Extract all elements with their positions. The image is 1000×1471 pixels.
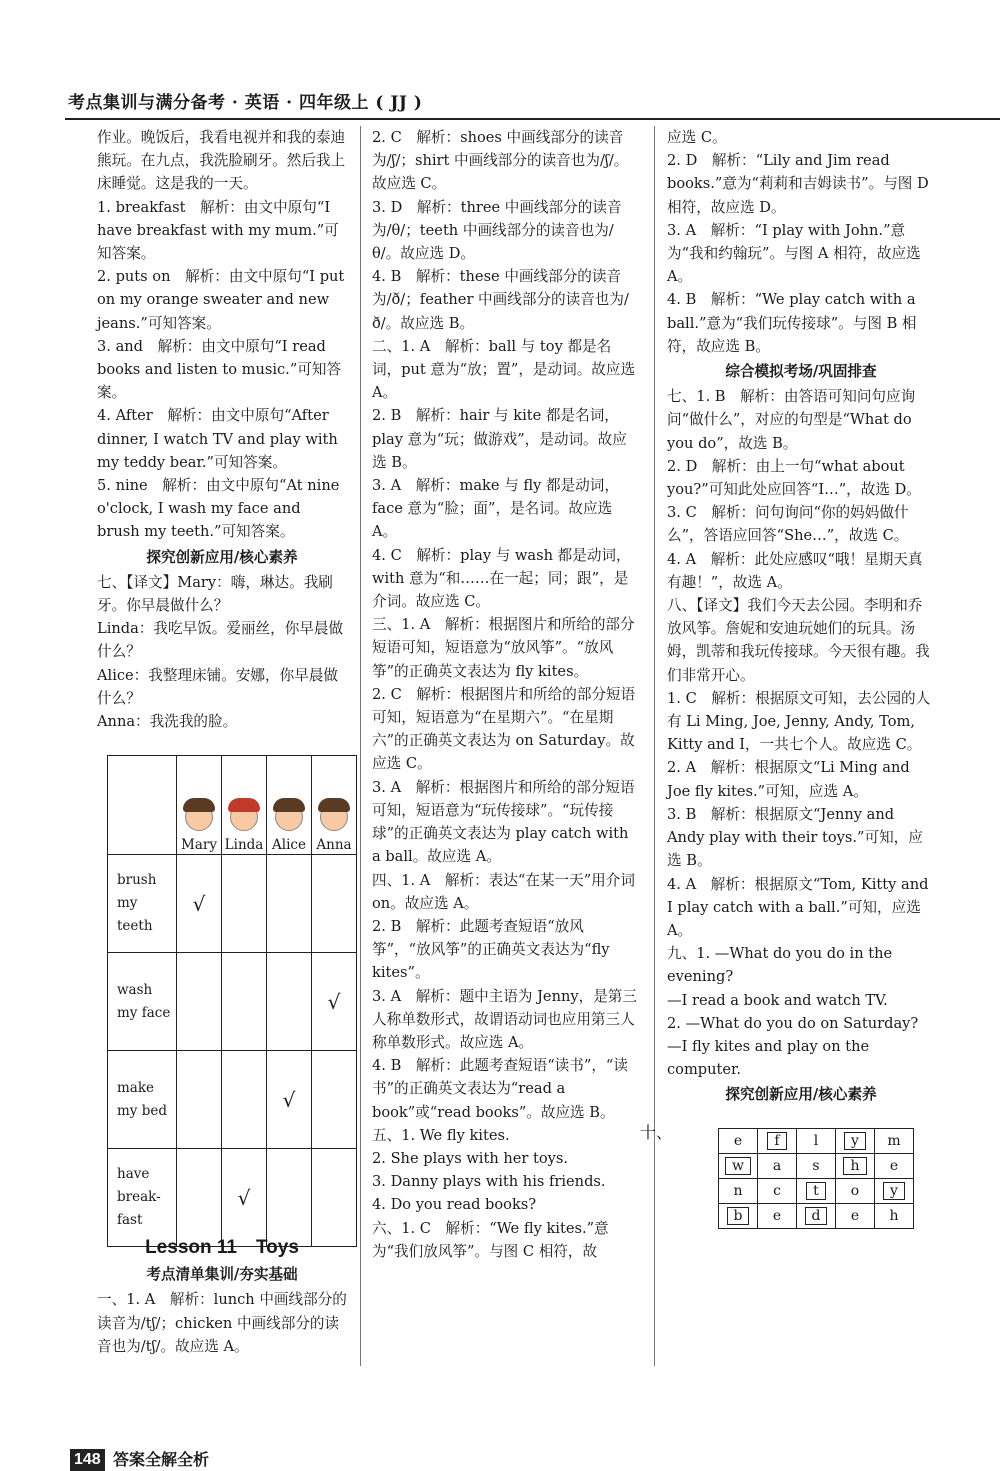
answer-text: 2. D 解析：“Lily and Jim read books.”意为“莉莉和吉姆读书”。与图 D 相符，故应选 D。 (667, 152, 934, 216)
column-2 (372, 126, 640, 1263)
section-heading: 探究创新应用/核心素养 (725, 1086, 877, 1104)
answer-text: 4. After 解析：由文中原句“After dinner, I watch TV and play with my teddy bear.”可知答案。 (97, 407, 343, 471)
answer-text: 四、1. A 解析：表达“在某一天”用介词 on。故应选 A。 (372, 871, 640, 912)
activity-label: wash my face (108, 953, 177, 1051)
answer-text: 3. C 解析：问句询问“你的妈妈做什么”，答语应回答“She…”，故选 C。 (667, 504, 909, 545)
grid-cell: a (758, 1154, 797, 1179)
grid-cell: f (758, 1129, 797, 1154)
word-search-grid (718, 1128, 914, 1229)
grid-cell: d (797, 1204, 836, 1229)
grid-cell: s (797, 1154, 836, 1179)
answer-text: 五、1. We fly kites. (372, 1126, 510, 1144)
footer-label: 答案全解全析 (113, 1450, 210, 1469)
translation-text: 七、【译文】Mary：嗨，琳达。我刷牙。你早晨做什么？ (97, 573, 333, 615)
answer-text: 3. A 解析：make 与 fly 都是动词，face 意为“脸；面”，是名词。故应选 A。 (372, 477, 619, 541)
girl-face-icon (185, 803, 213, 831)
answer-text: 3. B 解析：根据原文“Jenny and Andy play with their toys.”可知，应选 B。 (667, 805, 923, 870)
grid-cell: n (719, 1179, 758, 1204)
answer-text: 4. B 解析：these 中画线部分的读音为/ð/；feather 中画线部分的读音也为/ð/。故应选 B。 (372, 268, 629, 332)
answer-text: 2. B 解析：此题考查短语“放风筝”，“放风筝”的正确英文表达为“fly kites”。 (372, 917, 615, 982)
answer-text: 4. C 解析：play 与 wash 都是动词，with 意为“和……在一起；同；跟”，是介词。故应选 C。 (372, 546, 631, 611)
section-heading: 考点清单集训/夯实基础 (146, 1266, 298, 1284)
answer-text: 2. D 解析：由上一句“what about you?”可知此处应回答“I…”，故选 D。 (667, 457, 921, 499)
answer-text: 3. A 解析：题中主语为 Jenny，是第三人称单数形式，故谓语动词也应用第三人称单数形式。故应选 A。 (372, 987, 637, 1051)
answer-text: 应选 C。 (667, 129, 727, 146)
grid-cell: e (836, 1204, 875, 1229)
dialogue-line: —I read a book and watch TV. (667, 991, 888, 1009)
header-rule (65, 118, 1000, 120)
column-1-bottom (97, 1228, 347, 1358)
grid-cell: e (875, 1154, 914, 1179)
answer-text: 2. puts on 解析：由文中原句“I put on my orange sweater and new jeans.”可知答案。 (97, 268, 349, 332)
answer-text: 1. C 解析：根据原文可知，去公园的人有 Li Ming, Joe, Jenny, Andy, Tom, Kitty and I，一共七个人。故应选 C。 (667, 689, 931, 754)
column-3 (667, 126, 935, 1109)
activity-label: brush my teeth (108, 855, 177, 953)
chore-table (107, 755, 357, 1247)
activity-label: make my bed (108, 1051, 177, 1149)
grid-cell: m (875, 1129, 914, 1154)
name-header: Linda (222, 756, 267, 855)
answer-text: 2. A 解析：根据原文“Li Ming and Joe fly kites.”可知，应选 A。 (667, 759, 915, 800)
translation-text: Linda：我吃早饭。爱丽丝，你早晨做什么？ (97, 620, 344, 661)
table-corner (108, 756, 177, 855)
answer-text: 2. C 解析：shoes 中画线部分的读音为/ʃ/；shirt 中画线部分的读音也为/ʃ/。故应选 C。 (372, 129, 629, 193)
answer-text: 一、1. A 解析：lunch 中画线部分的读音为/tʃ/；chicken 中画线部分的读音也为/tʃ/。故应选 A。 (97, 1291, 347, 1355)
answer-text: 3. A 解析：“I play with John.”意为“我和约翰玩”。与图 A 相符，故应选 A。 (667, 221, 926, 286)
answer-text: 七、1. B 解析：由答语可知问句应询问“做什么”，对应的句型是“What do you do”，故选 B。 (667, 388, 917, 452)
name-header: Alice (267, 756, 312, 855)
dialogue-line: —I fly kites and play on the computer. (667, 1037, 874, 1079)
answer-text: 二、1. A 解析：ball 与 toy 都是名词，put 意为“放；置”，是动词。故应选 A。 (372, 337, 640, 402)
grid-cell: c (758, 1179, 797, 1204)
column-1 (97, 126, 347, 733)
column-divider (654, 126, 655, 1366)
girl-face-icon (230, 803, 258, 831)
answer-text: 4. Do you read books? (372, 1196, 537, 1214)
check-mark: √ (267, 1051, 312, 1149)
grid-cell: e (719, 1129, 758, 1154)
answer-text: 2. B 解析：hair 与 kite 都是名词，play 意为“玩；做游戏”，是动词。故应选 B。 (372, 407, 627, 471)
answer-text: 六、1. C 解析：“We fly kites.”意为“我们放风筝”。与图 C 相符，故 (372, 1219, 609, 1260)
page-header: 考点集训与满分备考 · 英语 · 四年级上 ( JJ ) (68, 93, 423, 113)
girl-face-icon (275, 803, 303, 831)
answer-text: 作业。晚饭后，我看电视并和我的泰迪熊玩。在九点，我洗脸刷牙。然后我上床睡觉。这是我的一天。 (97, 129, 346, 193)
answer-text: 3. and 解析：由文中原句“I read books and listen to music.”可知答案。 (97, 337, 342, 402)
section-heading: 探究创新应用/核心素养 (146, 548, 298, 566)
lesson-title: Lesson 11 Toys (145, 1237, 299, 1258)
name-header: Anna (312, 756, 357, 855)
translation-text: Anna：我洗我的脸。 (97, 713, 238, 731)
grid-cell: y (836, 1129, 875, 1154)
answer-text: 4. A 解析：此处应感叹“哦！星期天真有趣！”，故选 A。 (667, 550, 923, 591)
answer-text: 三、1. A 解析：根据图片和所给的部分短语可知，短语意为“放风筝”。“放风筝”的正确英文表达为 fly kites。 (372, 616, 635, 680)
page-number: 148 (70, 1449, 105, 1471)
answer-text: 4. B 解析：此题考查短语“读书”，“读书”的正确英文表达为“read a book”或“read books”。故应选 B。 (372, 1057, 628, 1121)
grid-cell: h (836, 1154, 875, 1179)
question-number: 十、 (640, 1123, 673, 1142)
answer-text: 1. breakfast 解析：由文中原句“I have breakfast with my mum.”可知答案。 (97, 198, 339, 263)
answer-text: 2. C 解析：根据图片和所给的部分短语可知，短语意为“在星期六”。“在星期六”的正确英文表达为 on Saturday。故应选 C。 (372, 685, 636, 773)
answer-text: 4. B 解析：“We play catch with a ball.”意为“我们玩传接球”。与图 B 相符，故应选 B。 (667, 291, 921, 355)
grid-cell: h (875, 1204, 914, 1229)
dialogue-line: 九、1. —What do you do in the evening? (667, 945, 897, 986)
grid-cell: t (797, 1179, 836, 1204)
grid-cell: y (875, 1179, 914, 1204)
grid-cell: e (758, 1204, 797, 1229)
check-mark: √ (312, 953, 357, 1051)
section-heading: 综合模拟考场/巩固排查 (725, 363, 877, 381)
answer-text: 5. nine 解析：由文中原句“At nine o'clock, I wash my face and brush my teeth.”可知答案。 (97, 477, 344, 541)
dialogue-line: 2. —What do you do on Saturday? (667, 1014, 919, 1032)
answer-text: 2. She plays with her toys. (372, 1149, 569, 1167)
grid-cell: w (719, 1154, 758, 1179)
answer-text: 4. A 解析：根据原文“Tom, Kitty and I play catch with a ball.”可知，应选 A。 (667, 875, 934, 939)
grid-cell: o (836, 1179, 875, 1204)
check-mark: √ (177, 855, 222, 953)
column-divider (360, 126, 361, 1366)
activity-label: have break-fast (108, 1149, 177, 1247)
answer-text: 3. D 解析：three 中画线部分的读音为/θ/；teeth 中画线部分的读音也为/θ/。故应选 D。 (372, 198, 622, 263)
girl-face-icon (320, 803, 348, 831)
grid-cell: b (719, 1204, 758, 1229)
answer-text: 3. A 解析：根据图片和所给的部分短语可知，短语意为“玩传接球”。“玩传接球”的正确英文表达为 play catch with a ball。故应选 A。 (372, 778, 635, 866)
translation-text: 八、【译文】我们今天去公园。李明和乔放风筝。詹妮和安迪玩她们的玩具。汤姆，凯蒂和我玩传接球。今天很有趣。我们非常开心。 (667, 597, 930, 684)
check-mark: √ (222, 1149, 267, 1247)
grid-cell: l (797, 1129, 836, 1154)
answer-text: 3. Danny plays with his friends. (372, 1173, 606, 1191)
name-header: Mary (177, 756, 222, 855)
translation-text: Alice：我整理床铺。安娜，你早晨做什么？ (97, 666, 338, 707)
